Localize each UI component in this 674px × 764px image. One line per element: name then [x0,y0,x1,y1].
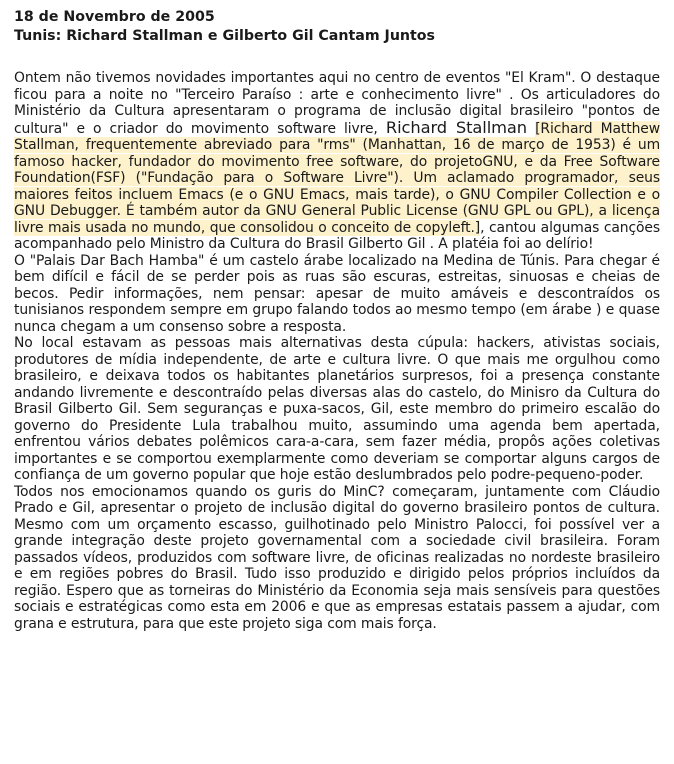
paragraph-1-text: Ontem não tivemos novidades importantes aqui no centro de eventos "El Kram". O destaque ficou para a noite no "Terceiro Paraíso : arte e conhecimento livre" . Os articuladores do Ministério da Cultura apresentaram o programa de inclusão digital brasileiro "pontos de cultura" e o criador do movimento software livre, [14,70,660,137]
richard-stallman-link[interactable]: Richard Stallman [385,117,527,137]
paragraph-2: O "Palais Dar Bach Hamba" é um castelo árabe localizado na Medina de Túnis. Para chegar é bem difícil e fácil de se perder pois as ruas são escuras, estreitas, sinuosas e cheias de becos. Pedir informações, nem pensar: apesar de muito amáveis e descontraídos os tunisianos respondem sempre em grupo falando todos ao mesmo tempo (em árabe ) e quase nunca chegam a um consenso sobre a resposta. [14,252,660,335]
paragraph-1-end: , cantou algumas canções acompanhado pelo Ministro da Cultura do Brasil Gilberto Gil . A platéia foi ao delírio! [14,219,660,252]
paragraph-3: No local estavam as pessoas mais alternativas desta cúpula: hackers, ativistas sociais, produtores de mídia independente, de arte e cultura livre. O que mais me orgulhou como brasileiro, e deixava todos os habitantes planetários surpresos, foi a presença constante andando livremente e descontraído pelas diversas alas do castelo, do Minisro da Cultura do Brasil Gilberto Gil. Sem seguranças e puxa-sacos, Gil, este membro do primeiro escalão do governo do Presidente Lula trabalhou muito, assumindo uma agenda bem apertada, enfrentou vários debates polêmicos cara-a-cara, sem fazer média, propôs ações coletivas importantes e se comportou exemplarmente como deveriam se comportar alguns cargos de confiança de um governo popular que hoje estão deslumbrados pelo podre-pequeno-poder. [14,335,660,483]
post-title: Tunis: Richard Stallman e Gilberto Gil Cantam Juntos [14,28,436,44]
post-date: 18 de Novembro de 2005 [14,9,215,25]
stallman-bio-note: [Richard Matthew Stallman, frequentemente abreviado para "rms" (Manhattan, 16 de março de 1953) é um famoso hacker, fundador do movimento free software, do projetoGNU, e da Free Software Foundation(FSF) ("Fundação para o Software Livre"). Um aclamado programador, seus maiores feitos incluem Emacs (e o GNU Emacs, mais tarde), o GNU Compiler Collection e o GNU Debugger. É também autor da GNU General Public License (GNU GPL ou GPL), a licença livre mais usada no mundo, que consolidou o conceito de copyleft.] [14,120,660,236]
blog-post [14,8,660,632]
paragraph-1 [14,70,660,253]
paragraph-4: Todos nos emocionamos quando os guris do MinC? começaram, juntamente com Cláudio Prado e Gil, apresentar o projeto de inclusão digital do governo brasileiro pontos de cultura. Mesmo com um orçamento escasso, guilhotinado pelo Ministro Palocci, foi possível ver a grande integração deste projeto governamental com a sociedade civil brasileira. Foram passados vídeos, produzidos com software livre, de oficinas realizadas no nordeste brasileiro e em regiões pobres do Brasil. Tudo isso produzido e dirigido pelos próprios incluídos da região. Espero que as torneiras do Ministério da Economia seja mais sensíveis para questões sociais e estratégicas como esta em 2006 e que as empresas estatais passem a ajudar, com grana e estrutura, para que este projeto siga com mais força. [14,483,660,632]
post-body [14,70,660,632]
